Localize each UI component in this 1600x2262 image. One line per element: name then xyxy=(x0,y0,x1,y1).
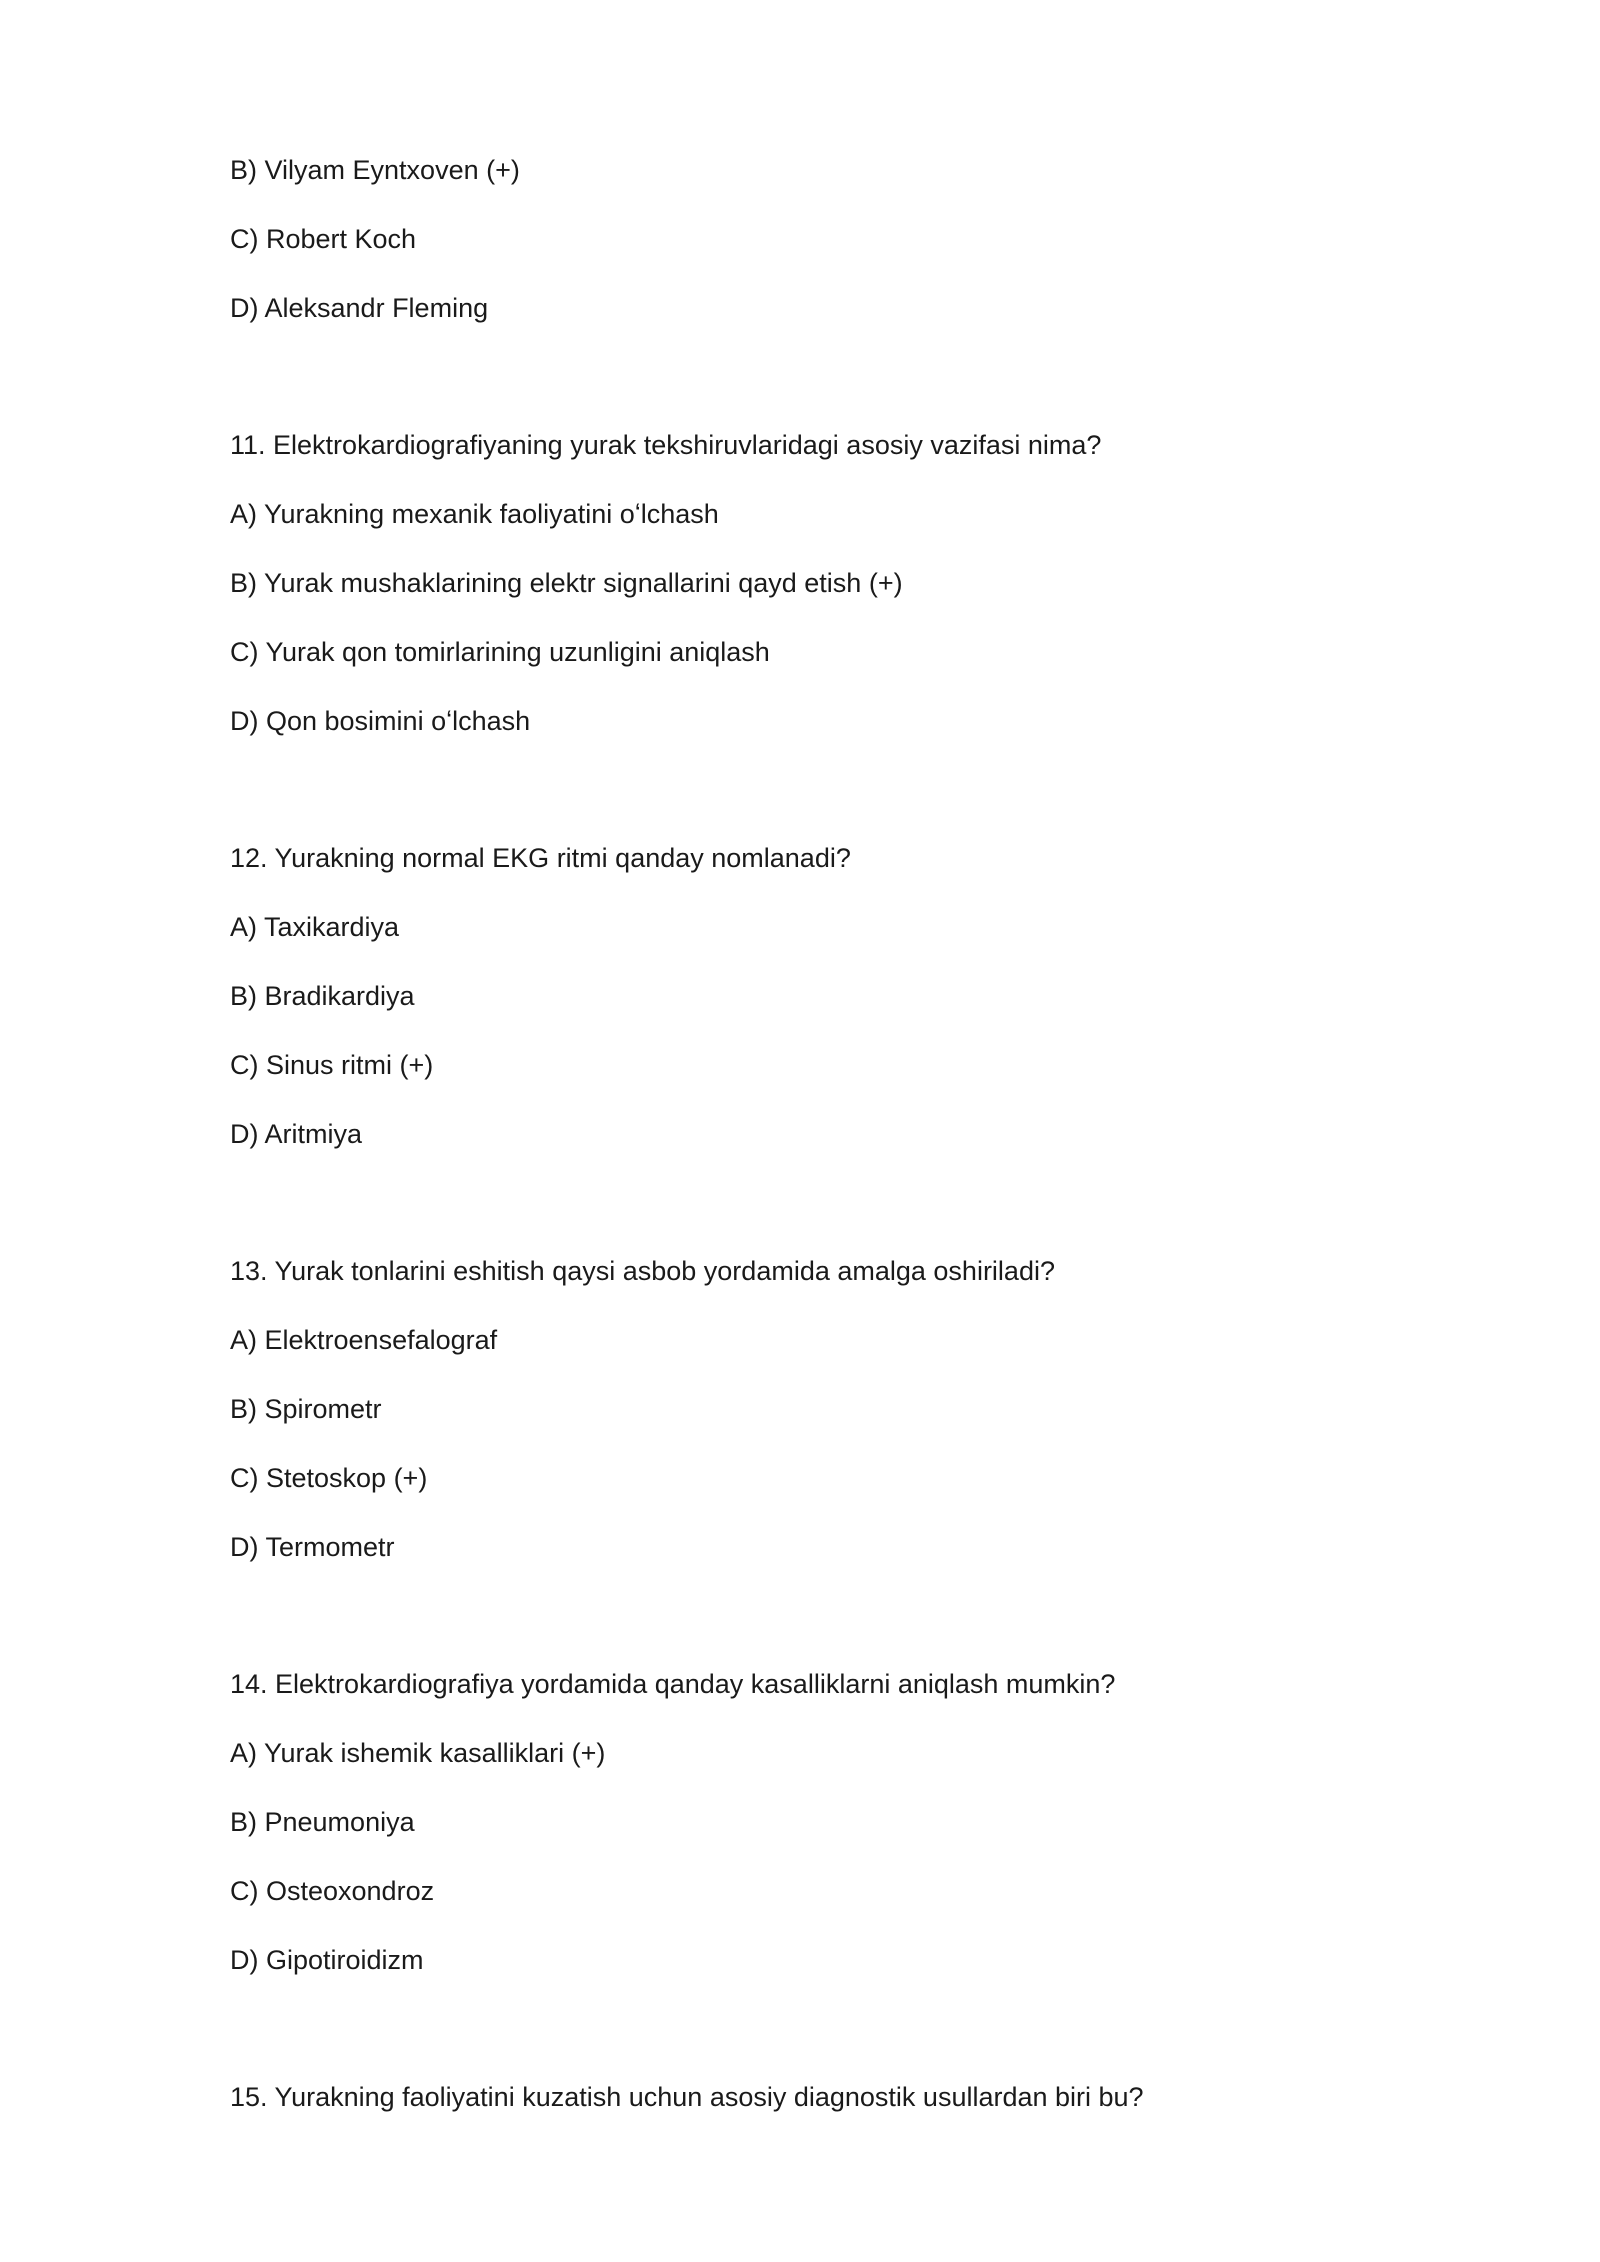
answer-option: A) Taxikardiya xyxy=(230,912,400,942)
answer-option: B) Bradikardiya xyxy=(230,981,415,1011)
answer-option: C) Osteoxondroz xyxy=(230,1876,435,1906)
question-block xyxy=(230,425,1410,741)
question-text: 13. Yurak tonlarini eshitish qaysi asbob yordamida amalga oshiriladi? xyxy=(230,1256,1055,1286)
block-spacer xyxy=(230,357,1410,425)
answer-option: D) Qon bosimini oʻlchash xyxy=(230,706,531,736)
question-text: 15. Yurakning faoliyatini kuzatish uchun asosiy diagnostik usullardan biri bu? xyxy=(230,2082,1144,2112)
question-text: 14. Elektrokardiografiya yordamida qanday kasalliklarni aniqlash mumkin? xyxy=(230,1669,1116,1699)
answer-option: C) Robert Koch xyxy=(230,224,417,254)
question-text: 11. Elektrokardiografiyaning yurak tekshiruvlaridagi asosiy vazifasi nima? xyxy=(230,430,1102,460)
question-block xyxy=(230,1664,1410,1980)
block-spacer xyxy=(230,1183,1410,1251)
question-block xyxy=(230,838,1410,1154)
answer-option: A) Elektroensefalograf xyxy=(230,1325,498,1355)
document-content xyxy=(230,150,1410,2146)
question-block-previous xyxy=(230,150,1410,328)
answer-option: D) Aleksandr Fleming xyxy=(230,293,489,323)
answer-option: B) Yurak mushaklarining elektr signallarini qayd etish (+) xyxy=(230,568,903,598)
answer-option: C) Sinus ritmi (+) xyxy=(230,1050,434,1080)
answer-option: A) Yurak ishemik kasalliklari (+) xyxy=(230,1738,606,1768)
answer-option: D) Aritmiya xyxy=(230,1119,363,1149)
question-block xyxy=(230,2077,1410,2117)
answer-option: C) Yurak qon tomirlarining uzunligini aniqlash xyxy=(230,637,770,667)
answer-option: B) Pneumoniya xyxy=(230,1807,415,1837)
block-spacer xyxy=(230,2009,1410,2077)
answer-option: B) Vilyam Eyntxoven (+) xyxy=(230,155,520,185)
answer-option: B) Spirometr xyxy=(230,1394,382,1424)
question-block xyxy=(230,1251,1410,1567)
block-spacer xyxy=(230,770,1410,838)
answer-option: D) Gipotiroidizm xyxy=(230,1945,424,1975)
answer-option: A) Yurakning mexanik faoliyatini oʻlchash xyxy=(230,499,719,529)
block-spacer xyxy=(230,1596,1410,1664)
question-text: 12. Yurakning normal EKG ritmi qanday nomlanadi? xyxy=(230,843,851,873)
answer-option: C) Stetoskop (+) xyxy=(230,1463,428,1493)
answer-option: D) Termometr xyxy=(230,1532,395,1562)
